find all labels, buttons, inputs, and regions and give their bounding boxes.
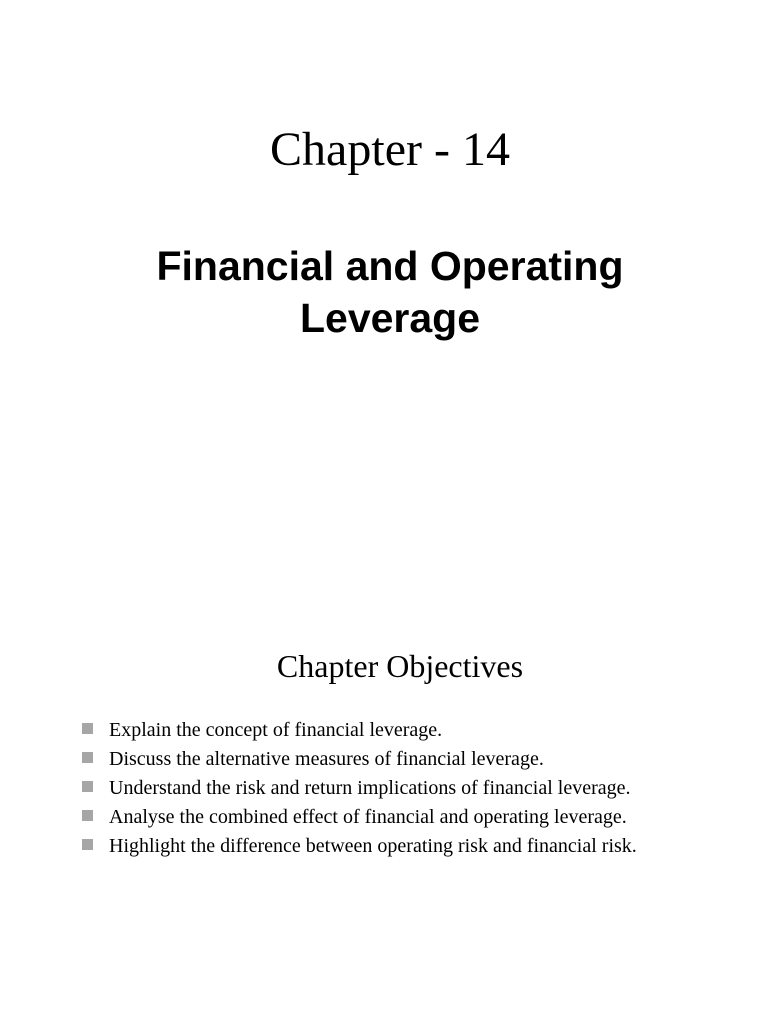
square-bullet-icon xyxy=(82,839,93,850)
square-bullet-icon xyxy=(82,781,93,792)
objectives-heading: Chapter Objectives xyxy=(276,648,524,684)
chapter-title xyxy=(0,240,768,344)
square-bullet-icon xyxy=(82,723,93,734)
objective-item xyxy=(80,774,637,803)
objective-text: Discuss the alternative measures of financial leverage. xyxy=(109,748,544,770)
objective-item xyxy=(80,803,637,832)
objective-item xyxy=(80,716,637,745)
objective-text: Understand the risk and return implications of financial leverage. xyxy=(109,777,631,799)
objective-text: Analyse the combined effect of financial and operating leverage. xyxy=(109,806,627,828)
chapter-number: Chapter - 14 xyxy=(270,123,510,176)
chapter-title-line: Financial and Operating xyxy=(156,243,624,289)
objective-item xyxy=(80,832,637,861)
square-bullet-icon xyxy=(82,752,93,763)
chapter-title-line: Leverage xyxy=(299,295,481,341)
objectives-list xyxy=(80,716,637,861)
objective-text: Explain the concept of financial leverage. xyxy=(109,719,443,741)
objective-text: Highlight the difference between operating risk and financial risk. xyxy=(109,835,637,857)
square-bullet-icon xyxy=(82,810,93,821)
objective-item xyxy=(80,745,637,774)
